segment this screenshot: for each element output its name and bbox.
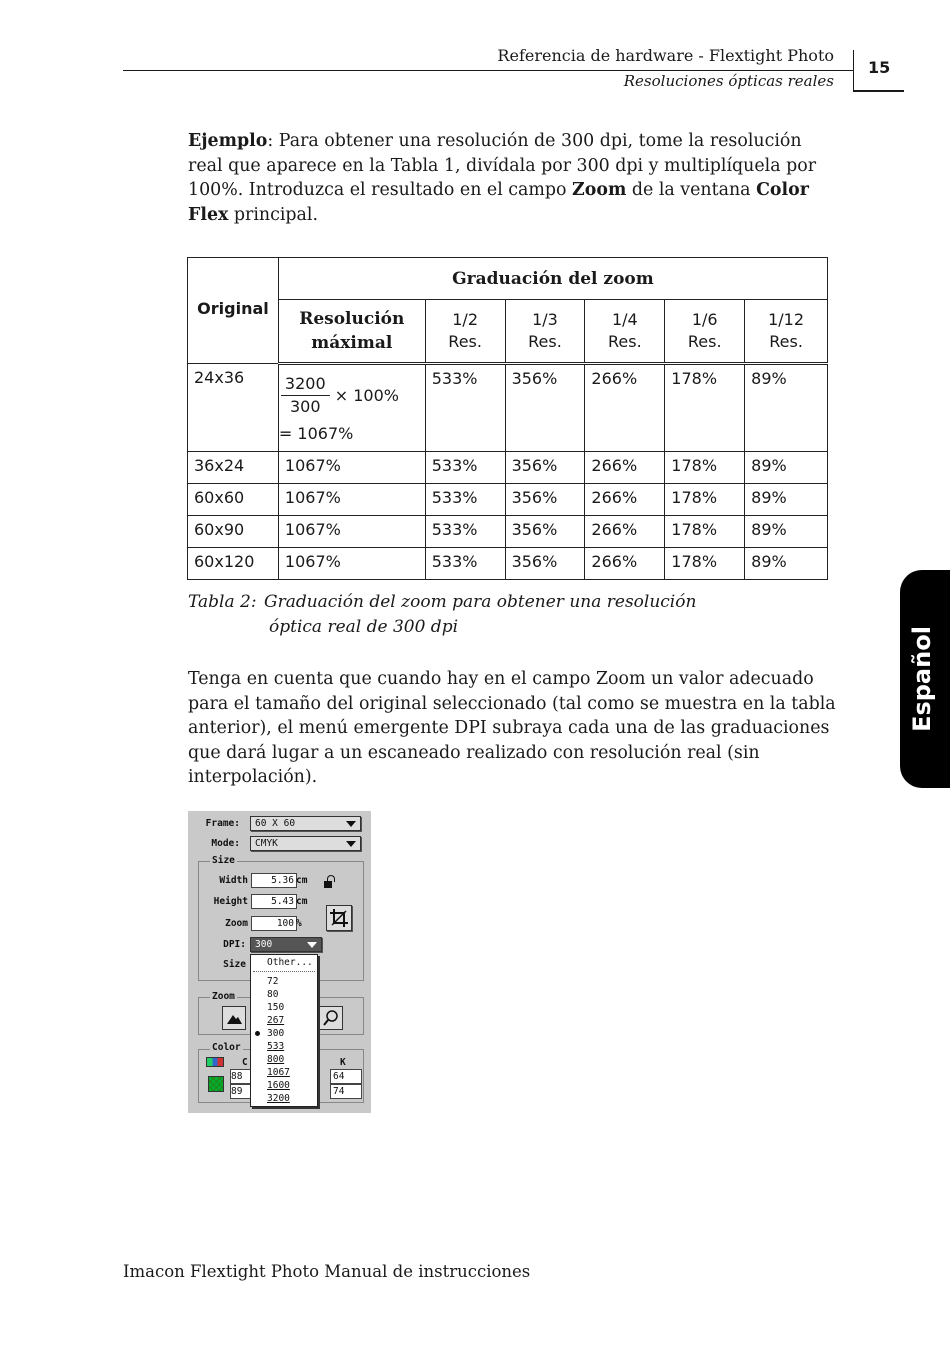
cyan-label: C: [242, 1057, 248, 1068]
formula-denominator: 300: [289, 397, 321, 416]
caption-line-2: óptica real de 300 dpi: [269, 617, 459, 637]
dpi-menu-item-selected[interactable]: 300: [267, 1028, 285, 1039]
fraction-header: [505, 300, 585, 364]
dpi-select-value: 300: [255, 939, 273, 950]
running-header-title: Referencia de hardware - Flextight Photo: [497, 46, 834, 65]
value-cell: 178%: [665, 364, 745, 452]
selected-bullet-icon: [255, 1031, 260, 1036]
color-group-title: Color: [212, 1042, 241, 1053]
value-cell: 266%: [585, 516, 665, 548]
color-flex-panel-screenshot: [188, 811, 371, 1113]
value-cell: 178%: [665, 516, 745, 548]
fraction-header-num: 1/3: [532, 310, 558, 329]
height-field[interactable]: 5.43: [251, 894, 297, 909]
lock-icon[interactable]: [324, 881, 332, 888]
max-res-cell: 1067%: [278, 516, 425, 548]
example-text-3: principal.: [228, 204, 319, 225]
value-cell: 533%: [425, 452, 505, 484]
value-cell: 89%: [745, 548, 828, 580]
original-cell: 60x90: [188, 516, 279, 548]
table-row: [188, 548, 828, 580]
value-cell: 356%: [505, 452, 585, 484]
table-row: [188, 452, 828, 484]
crop-icon: [327, 906, 351, 930]
zoom-unit: %: [296, 918, 302, 929]
magnifier-icon: [320, 1007, 342, 1029]
value-cell: 266%: [585, 484, 665, 516]
max-res-cell: 1067%: [278, 484, 425, 516]
width-unit: cm: [296, 875, 308, 886]
page-footer: Imacon Flextight Photo Manual de instrucciones: [123, 1262, 531, 1281]
fraction-header-res: Res.: [608, 332, 642, 351]
value-cell: 356%: [505, 548, 585, 580]
fraction-header-num: 1/4: [611, 310, 638, 329]
running-header-subtitle: Resoluciones ópticas reales: [623, 72, 834, 90]
dpi-menu-other[interactable]: Other...: [267, 957, 313, 968]
example-term: Ejemplo: [188, 131, 268, 151]
zoom-group-title: Zoom: [212, 991, 235, 1002]
zoom-out-button[interactable]: [222, 1006, 246, 1030]
channels-icon[interactable]: [206, 1057, 224, 1067]
caption-label: Tabla 2:: [188, 592, 257, 612]
language-tab: [900, 570, 950, 788]
max-res-formula-cell: [278, 364, 425, 452]
black-label: K: [340, 1057, 346, 1068]
zoom-in-button[interactable]: [319, 1006, 343, 1030]
fraction-header-num: 1/12: [768, 310, 805, 329]
dpi-menu-item[interactable]: 3200: [267, 1093, 290, 1104]
frame-select[interactable]: [250, 816, 361, 831]
dpi-menu-item[interactable]: 267: [267, 1015, 285, 1026]
original-cell: 36x24: [188, 452, 279, 484]
black-value-2: 74: [330, 1084, 362, 1099]
example-text: : Para obtener una resolución de 300 dpi, tome la resolución real que aparece en la Tabla 1, divídala por 300 dpi y multiplíquela por 100%. Introduzca el resultado en el campo: [188, 131, 817, 201]
original-cell: 60x60: [188, 484, 279, 516]
value-cell: 533%: [425, 364, 505, 452]
fraction-header-res: Res.: [769, 332, 803, 351]
formula-fraction: [281, 373, 330, 418]
value-cell: 356%: [505, 516, 585, 548]
cyan-value-1: 88: [230, 1069, 252, 1084]
dpi-menu-item[interactable]: 80: [267, 989, 279, 1000]
note-paragraph: Tenga en cuenta que cuando hay en el campo Zoom un valor adecuado para el tamaño del original seleccionado (tal como se muestra en la tabla anterior), el menú emergente DPI subraya cada una de las graduaciones que dará lugar a un escaneado realizado con resolución real (sin interpolación).: [188, 669, 836, 788]
color-swatch-icon[interactable]: [208, 1076, 224, 1092]
table-row: [188, 516, 828, 548]
fraction-header: [425, 300, 505, 364]
fraction-header-res: Res.: [528, 332, 562, 351]
example-text-2: de la ventana: [626, 180, 757, 201]
max-res-cell: 1067%: [278, 548, 425, 580]
fraction-header-res: Res.: [687, 332, 722, 351]
value-cell: 178%: [665, 484, 745, 516]
value-cell: 89%: [745, 484, 828, 516]
frame-select-value: 60 X 60: [255, 818, 296, 829]
value-cell: 266%: [585, 364, 665, 452]
value-cell: 533%: [425, 548, 505, 580]
max-res-cell: 1067%: [278, 452, 425, 484]
value-cell: 89%: [745, 364, 828, 452]
zoom-label: Zoom: [225, 918, 248, 929]
color-flex-term: Color Flex: [188, 180, 809, 225]
fraction-header: [745, 300, 828, 364]
dpi-menu-item[interactable]: 800: [267, 1054, 285, 1065]
value-cell: 89%: [745, 516, 828, 548]
table-row: [188, 364, 828, 452]
value-cell: 356%: [505, 484, 585, 516]
table-caption: [188, 590, 696, 640]
zoom-graduation-table: [187, 257, 828, 580]
formula-multiplier: × 100%: [334, 386, 399, 405]
formula-numerator: 3200: [281, 373, 330, 396]
max-res-header-l1: Resolución: [299, 309, 405, 329]
value-cell: 89%: [745, 452, 828, 484]
dpi-select[interactable]: [250, 937, 322, 952]
chevron-down-icon: [346, 841, 356, 847]
dpi-popup-menu: [250, 954, 318, 1107]
dpi-label: DPI:: [223, 939, 246, 950]
cyan-value-2: 89: [230, 1084, 252, 1099]
dpi-menu-item[interactable]: 150: [267, 1002, 285, 1013]
value-cell: 266%: [585, 452, 665, 484]
value-cell: 356%: [505, 364, 585, 452]
dpi-menu-item[interactable]: 72: [267, 976, 279, 987]
fraction-header: [665, 300, 745, 364]
original-cell: 60x120: [188, 548, 279, 580]
page-number: 15: [868, 58, 891, 77]
original-cell: 24x36: [188, 364, 279, 452]
value-cell: 178%: [665, 548, 745, 580]
height-label: Height: [213, 896, 248, 907]
width-field[interactable]: 5.36: [251, 873, 297, 888]
caption-line-1: Graduación del zoom para obtener una resolución: [264, 592, 697, 612]
example-paragraph: [188, 129, 836, 227]
fraction-header-num: 1/6: [691, 310, 718, 329]
table-row: [188, 484, 828, 516]
dpi-menu-item[interactable]: 533: [267, 1041, 285, 1052]
zoom-field[interactable]: 100: [251, 916, 297, 931]
mode-select-value: CMYK: [255, 838, 278, 849]
mode-select[interactable]: [250, 836, 361, 851]
menu-divider: [253, 971, 315, 972]
max-res-header: [278, 300, 425, 364]
zoom-term: Zoom: [572, 180, 627, 201]
fraction-header-num: 1/2: [452, 310, 478, 329]
value-cell: 533%: [425, 484, 505, 516]
mode-label: Mode:: [211, 838, 240, 849]
height-unit: cm: [296, 896, 308, 907]
formula-result: = 1067%: [278, 424, 354, 443]
chevron-down-icon: [346, 821, 356, 827]
size-label: Size: [223, 959, 246, 970]
mountain-icon: [223, 1007, 245, 1029]
header-rule: [123, 70, 853, 71]
dpi-menu-item[interactable]: 1600: [267, 1080, 290, 1091]
dpi-menu-item[interactable]: 1067: [267, 1067, 290, 1078]
value-cell: 266%: [585, 548, 665, 580]
chevron-down-icon: [307, 942, 317, 948]
width-label: Width: [219, 875, 248, 886]
value-cell: 533%: [425, 516, 505, 548]
original-header: Original: [188, 258, 279, 364]
fraction-header-res: Res.: [448, 332, 482, 351]
value-cell: 178%: [665, 452, 745, 484]
zoom-group-header: Graduación del zoom: [278, 258, 827, 300]
black-value-1: 64: [330, 1069, 362, 1084]
size-group-title: Size: [212, 855, 235, 866]
frame-label: Frame:: [205, 818, 240, 829]
crop-button[interactable]: [326, 905, 352, 931]
max-res-header-l2: máximal: [311, 333, 393, 353]
fraction-header: [585, 300, 665, 364]
language-tab-label: Español: [908, 626, 936, 732]
